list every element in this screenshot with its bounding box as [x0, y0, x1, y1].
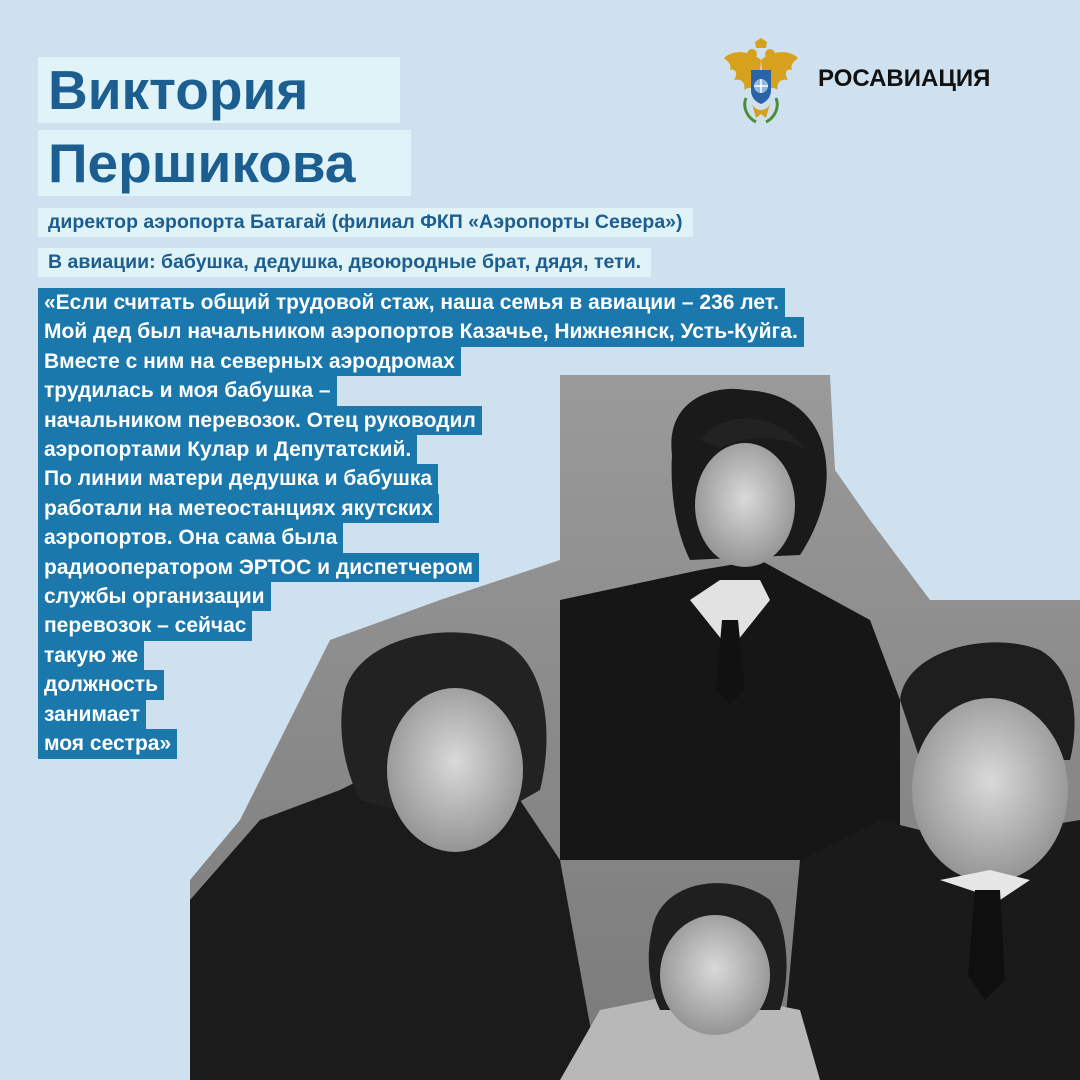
quote-line: Мой дед был начальником аэропортов Казачье, Нижнеянск, Усть-Куйга. — [38, 317, 804, 346]
brand-name: РОСАВИАЦИЯ — [818, 65, 991, 92]
quote-line: такую же — [38, 641, 144, 670]
quote-line: службы организации — [38, 582, 271, 611]
person-last-name: Першикова — [38, 130, 411, 196]
job-title: директор аэропорта Батагай (филиал ФКП «Аэропорты Севера») — [38, 208, 693, 237]
quote-line: работали на метеостанциях якутских — [38, 494, 439, 523]
quote-line: занимает — [38, 700, 146, 729]
quote-line: начальником перевозок. Отец руководил — [38, 406, 482, 435]
quote-line: «Если считать общий трудовой стаж, наша семья в авиации – 236 лет. — [38, 288, 785, 317]
quote-line: Вместе с ним на северных аэродромах — [38, 347, 461, 376]
quote-line: аэропортами Кулар и Депутатский. — [38, 435, 417, 464]
double-headed-eagle-icon — [722, 38, 800, 126]
family-in-aviation: В авиации: бабушка, дедушка, двоюродные брат, дядя, тети. — [38, 248, 651, 277]
quote-line: По линии матери дедушка и бабушка — [38, 464, 438, 493]
quote-line: аэропортов. Она сама была — [38, 523, 343, 552]
quote-line: должность — [38, 670, 164, 699]
quote-line: моя сестра» — [38, 729, 177, 758]
quote-line: радиооператором ЭРТОС и диспетчером — [38, 553, 479, 582]
quote-line: перевозок – сейчас — [38, 611, 252, 640]
quote-line: трудилась и моя бабушка – — [38, 376, 337, 405]
person-first-name: Виктория — [38, 57, 400, 123]
quote-block — [38, 288, 804, 759]
